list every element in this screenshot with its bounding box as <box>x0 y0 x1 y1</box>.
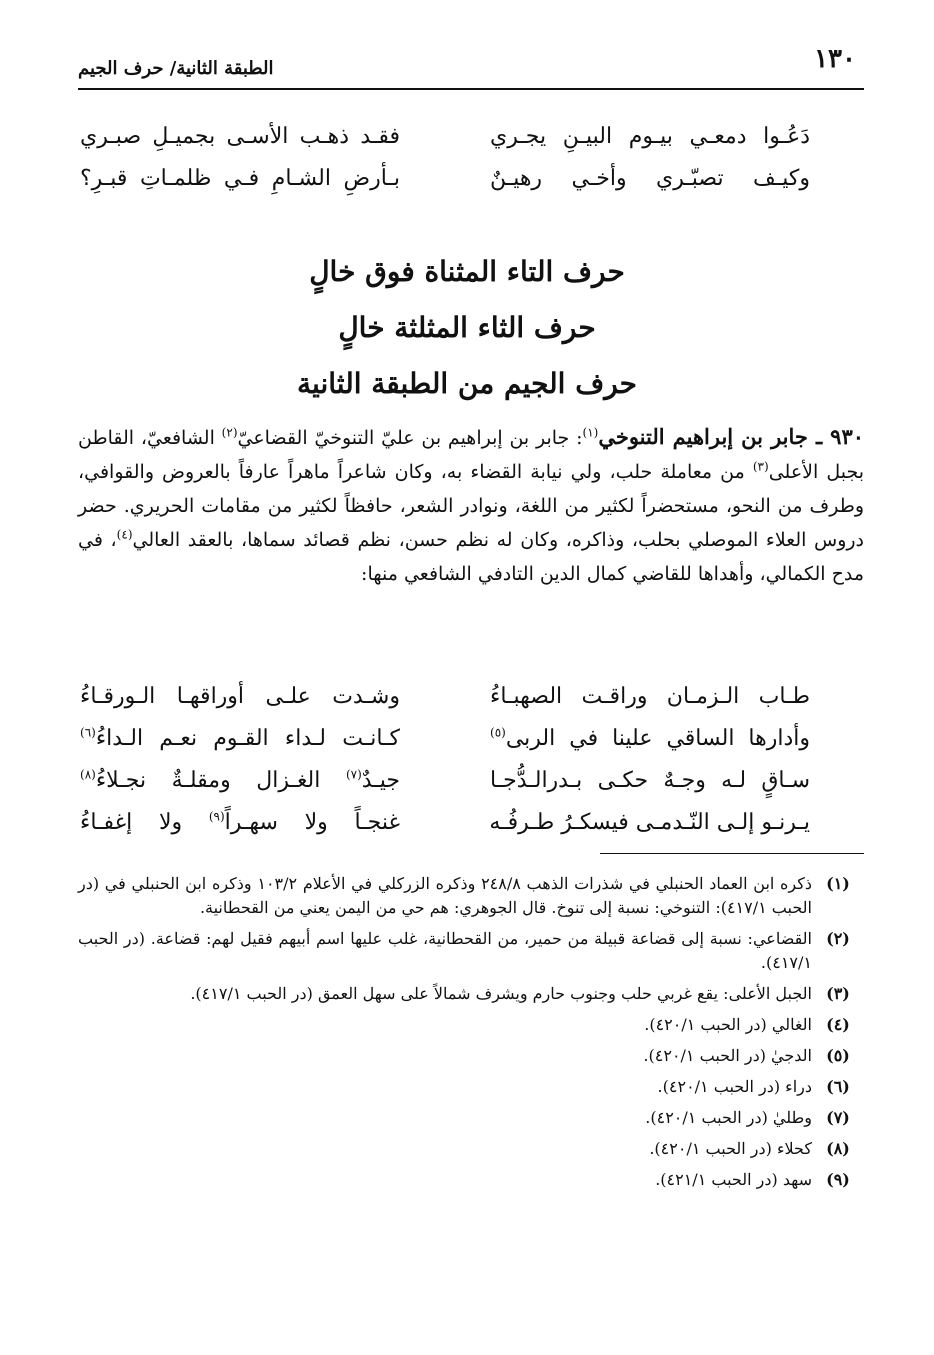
verse-hemistich-left: فقـد ذهـب الأسـى بجميـلِ صبـري <box>80 124 400 149</box>
poem-verses <box>80 676 810 844</box>
footnote-ref: (٧) <box>345 767 362 782</box>
footnote-number: (٧) <box>826 1108 850 1127</box>
footnote-number: (٥) <box>826 1046 850 1065</box>
verse-hemistich-right: سـاقٍ لـه وجـهٌ حكـى بـدرالـدُّجـا <box>490 768 810 793</box>
footnote-ref: (٥) <box>490 725 506 740</box>
footnote-number: (٢) <box>826 929 850 948</box>
footnote-text: الجبل الأعلى: يقع غربي حلب وجنوب حارم ويشرف شمالاً على سهل العمق (در الحبب ٤١٧/١). <box>190 984 812 1003</box>
verse-line <box>80 676 810 718</box>
section-heading: حرف الجيم من الطبقة الثانية <box>296 367 637 400</box>
verse-hemistich-right: دَعُـوا دمعـي بيـوم البيـنِ يجـري <box>490 124 810 149</box>
opening-verses <box>80 116 810 200</box>
footnote-text: الدجيٰ (در الحبب ٤٢٠/١). <box>643 1046 812 1065</box>
verse-line <box>80 718 810 760</box>
footnote-text: ذكره ابن العماد الحنبلي في شذرات الذهب ٢٤٨/٨ وذكره الزركلي في الأعلام ١٠٣/٢ وذكره ابن الحنبلي في (در الحبب ٤١٧/١): التنوخي: نسبة إلى تنوخ. قال الجوهري: هم حي من اليمن يعني من القحطانية. <box>78 874 813 917</box>
verse-hemistich-right <box>490 718 810 760</box>
verse-hemistich-right: وكيـف تصبّـري وأخـي رهيـنٌ <box>490 166 810 191</box>
footnote-number: (٦) <box>826 1077 850 1096</box>
verse-text: جيـدٌ <box>361 768 400 793</box>
footnote-text: سهد (در الحبب ٤٢١/١). <box>655 1170 812 1189</box>
verse-line <box>80 802 810 844</box>
verse-hemistich-left <box>80 760 400 802</box>
entry-title: ٩٣٠ ـ جابر بن إبراهيم التنوخي <box>598 424 865 449</box>
entry-paragraph <box>78 420 864 591</box>
footnote-number: (٣) <box>826 984 850 1003</box>
footnote-number: (٤) <box>826 1015 850 1034</box>
page-number: ١٣٠ <box>814 44 856 74</box>
footnote <box>78 1044 864 1068</box>
footnote-text: كحلاء (در الحبب ٤٢٠/١). <box>649 1139 812 1158</box>
footnote-text: القضاعي: نسبة إلى قضاعة قبيلة من حمير، من القحطانية، غلب عليها اسم أبيهم فقيل لهم: قضاعة. (در الحبب ٤١٧/١). <box>78 929 812 972</box>
footnote <box>78 1137 864 1161</box>
footnote <box>78 1013 864 1037</box>
footnote-text: دراء (در الحبب ٤٢٠/١). <box>657 1077 812 1096</box>
footnote <box>78 1075 864 1099</box>
entry-text: الشافعيّ، القاطن بجبل الأعلى <box>78 427 864 483</box>
verse-hemistich-left: بـأرضِ الشـامِ فـي ظلمـاتِ قبـرِ؟ <box>80 166 400 191</box>
footnote <box>78 1106 864 1130</box>
verse-text: الغـزال ومقلـةٌ نجـلاءُ <box>95 768 346 793</box>
verse-hemistich-right: يـرنـو إلـى النّـدمـى فيسكـرُ طـرفُـه <box>489 810 810 835</box>
footnote-ref: (٤) <box>116 527 133 542</box>
footnote-number: (٨) <box>826 1139 850 1158</box>
footnotes <box>78 872 864 1199</box>
footnote <box>78 1168 864 1192</box>
section-heading: حرف التاء المثناة فوق خالٍ <box>309 255 625 288</box>
section-headings <box>0 244 934 412</box>
footnote-ref: (٩) <box>208 809 225 824</box>
footnote <box>78 982 864 1006</box>
footnote-ref: (٨) <box>80 767 96 782</box>
footnote-text: الغالي (در الحبب ٤٢٠/١). <box>644 1015 812 1034</box>
verse-hemistich-left <box>80 718 400 760</box>
entry-text: : جابر بن إبراهيم بن عليّ التنوخيّ القضاعيّ <box>237 427 583 449</box>
header-rule <box>78 88 864 90</box>
verse-line <box>80 158 810 200</box>
verse-line <box>80 760 810 802</box>
entry-text: من معاملة حلب، ولي نيابة القضاء به، وكان شاعراً ماهراً عارفاً بالعروض والقوافي، وطرف من النحو، مستحضراً لكثير من اللغة، ونوادر الشعر، حافظاً لكثير من مقامات الحريري. حضر دروس العلاء الموصلي بحلب، وذاكره، وكان له نظم حسن، نظم قصائد سماها، بالعقد العالي <box>78 461 865 551</box>
footnote <box>78 927 864 975</box>
footnote-text: وطليٰ (در الحبب ٤٢٠/١). <box>645 1108 812 1127</box>
footnote-ref: (١) <box>582 425 599 440</box>
footnote-rule <box>600 853 864 854</box>
verse-text: ولا إغفـاءُ <box>80 810 209 835</box>
running-head: الطبقة الثانية/ حرف الجيم <box>78 58 274 79</box>
verse-text: وأدارها الساقي علينا في الربى <box>505 726 810 751</box>
page-header <box>78 38 864 90</box>
footnote-ref: (٣) <box>752 459 769 474</box>
verse-line <box>80 116 810 158</box>
verse-text: غنجـاً ولا سهـراً <box>224 810 400 835</box>
footnote-ref: (٦) <box>80 725 96 740</box>
verse-hemistich-left <box>80 802 400 844</box>
footnote-ref: (٢) <box>221 425 238 440</box>
footnote-number: (١) <box>826 874 850 893</box>
verse-text: كـانـت لـداء القـوم نعـم الـداءُ <box>95 726 400 751</box>
section-heading: حرف الثاء المثلثة خالٍ <box>338 311 596 344</box>
footnote <box>78 872 864 920</box>
footnote-number: (٩) <box>826 1170 850 1189</box>
verse-hemistich-left: وشـدت علـى أوراقهـا الـورقـاءُ <box>80 684 400 709</box>
verse-hemistich-right: طـاب الـزمـان وراقـت الصهبـاءُ <box>490 684 810 709</box>
entry-text: ، في مدح الكمالي، وأهداها للقاضي كمال الدين التادفي الشافعي منها: <box>78 529 864 585</box>
